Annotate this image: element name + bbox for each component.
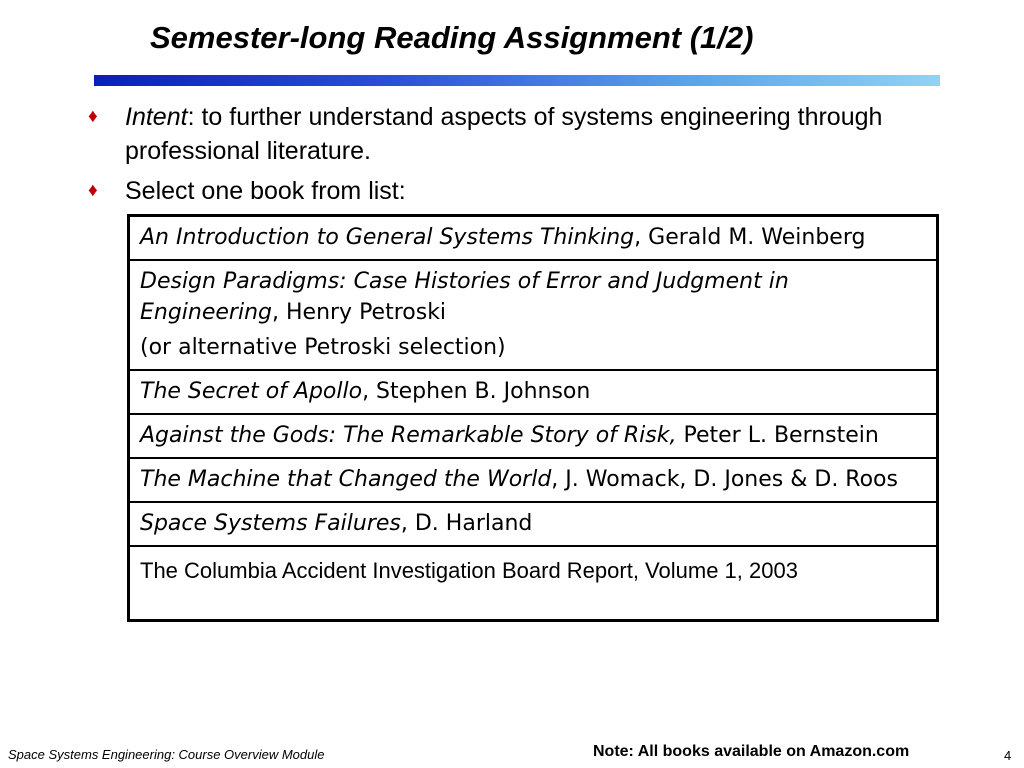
book-title: The Secret of Apollo <box>140 379 363 404</box>
book-list-table <box>127 214 939 622</box>
book-cell <box>129 414 938 458</box>
book-cell <box>129 216 938 261</box>
book-author: , D. Harland <box>400 511 533 536</box>
book-cell <box>129 370 938 414</box>
title-underline <box>94 75 940 86</box>
book-author: , Stephen B. Johnson <box>362 379 591 404</box>
intent-term: Intent <box>125 103 188 131</box>
book-cell <box>129 502 938 546</box>
book-author: , Henry Petroski <box>272 300 447 325</box>
bullet-list <box>88 100 908 214</box>
table-row <box>129 546 938 621</box>
book-title: Against the Gods: The Remarkable Story of Risk, <box>140 423 677 448</box>
slide-title: Semester-long Reading Assignment (1/2) <box>150 20 754 55</box>
book-author: , J. Womack, D. Jones & D. Roos <box>551 467 898 492</box>
table-row <box>129 216 938 261</box>
footer-course: Space Systems Engineering: Course Overview Module <box>8 747 325 762</box>
book-title: An Introduction to General Systems Thinking <box>140 225 635 250</box>
diamond-icon: ♦ <box>88 180 98 201</box>
book-author: Peter L. Bernstein <box>676 423 879 448</box>
table-row <box>129 458 938 502</box>
book-title: Design Paradigms: Case Histories of Error and Judgment in Engineering <box>140 269 789 325</box>
book-cell <box>129 260 938 370</box>
table-row <box>129 502 938 546</box>
book-title: Space Systems Failures <box>140 511 401 536</box>
table-row <box>129 414 938 458</box>
report-cell: The Columbia Accident Investigation Board Report, Volume 1, 2003 <box>129 546 938 621</box>
diamond-icon: ♦ <box>88 106 98 127</box>
bullet-intent <box>88 100 908 168</box>
bullet-select <box>88 174 908 208</box>
table-row <box>129 260 938 370</box>
book-title: The Machine that Changed the World <box>140 467 552 492</box>
page-number: 4 <box>1004 748 1012 763</box>
book-cell <box>129 458 938 502</box>
footer-note: Note: All books available on Amazon.com <box>593 743 910 760</box>
book-note: (or alternative Petroski selection) <box>140 335 506 360</box>
intent-text: : to further understand aspects of systems engineering through professional literature. <box>125 103 883 165</box>
table-row <box>129 370 938 414</box>
book-author: , Gerald M. Weinberg <box>634 225 866 250</box>
select-text: Select one book from list: <box>125 177 406 205</box>
